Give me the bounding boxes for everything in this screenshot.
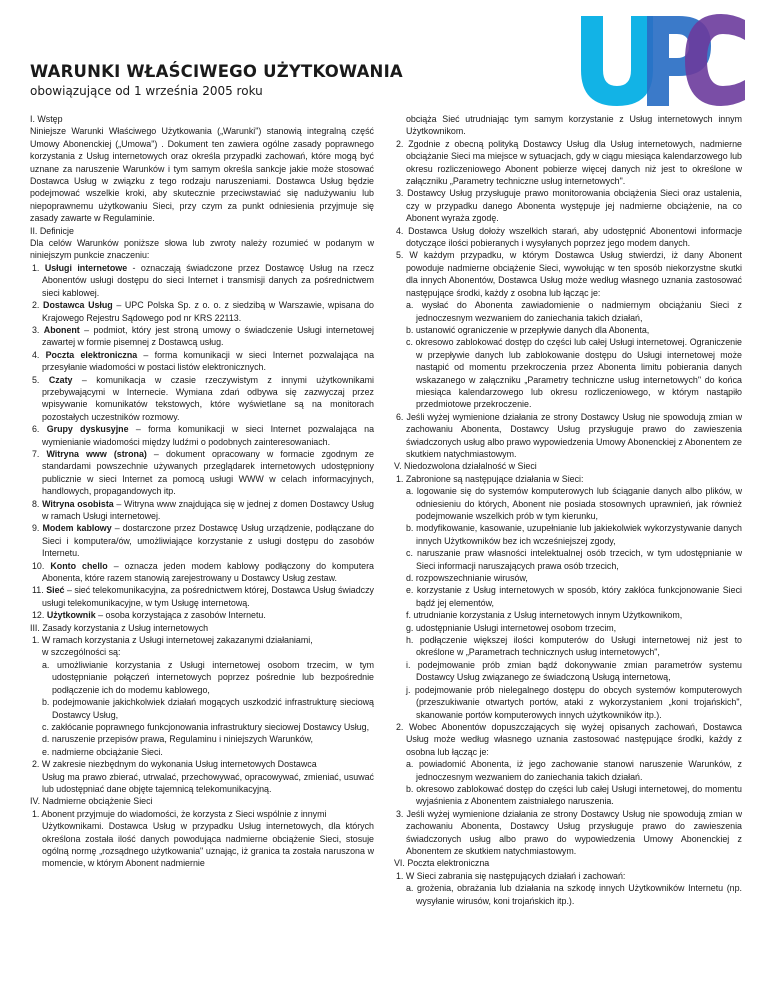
- section-heading: IV. Nadmierne obciążenie Sieci: [30, 796, 153, 807]
- rule-item: 3. Jeśli wyżej wymienione działania ze strony Dostawcy Usług nie spowodują zmian w zachowaniu Abonenta, Dostawcy Usług przysługuje prawo do zawieszenia świadczonych usług albo prawo do wypowiedzenia Umowy Abonenckiej z Abonentem ze skutkiem natychmiastowym.: [396, 808, 742, 856]
- rule-item-cont: Usług ma prawo zbierać, utrwalać, przechowywać, opracowywać, zmieniać, usuwać lub udostępniać dane objęte tajemnicą telekomunikacyjną.: [42, 771, 374, 794]
- rule-item: 2. W zakresie niezbędnym do wykonania Usług internetowych Dostawca: [32, 759, 317, 770]
- rule-subitem: a. wysłać do Abonenta zawiadomienie o nadmiernym obciążaniu Sieci z jednoczesnym wezwaniem do zaniechania takich działań,: [406, 300, 742, 323]
- right-column: [394, 113, 742, 907]
- section-heading: VI. Poczta elektroniczna: [394, 858, 490, 869]
- rule-item: 1. W ramach korzystania z Usługi internetowej zakazanymi działaniami,: [32, 635, 313, 646]
- rule-subitem: b. podejmowanie jakichkolwiek działań mogących uszkodzić infrastrukturę sieciową Dostawcy Usług,: [42, 697, 374, 720]
- rule-subitem: e. nadmierne obciążanie Sieci.: [42, 746, 163, 757]
- section-heading: I. Wstęp: [30, 114, 63, 124]
- section-heading: III. Zasady korzystania z Usług internetowych: [30, 622, 209, 633]
- rule-item-cont: Użytkownikami. Dostawca Usług w przypadku Usług internetowych, dla których określona została ilość danych powodująca nadmierne obciążenie Sieci, stosuje ogólną normę „rozsądnego użytkowania" uznając, iż granica ta została naruszona w momencie, w którym Abonent nadmiernie: [42, 821, 374, 869]
- rule-item: 1. Abonent przyjmuje do wiadomości, że korzysta z Sieci wspólnie z innymi: [32, 808, 327, 819]
- page-subtitle: obowiązujące od 1 września 2005 roku: [30, 84, 263, 98]
- rule-subitem: b. ustanowić ograniczenie w przepływie danych dla Abonenta,: [406, 324, 650, 335]
- rule-subitem: d. naruszenie przepisów prawa, Regulaminu i niniejszych Warunków,: [42, 734, 313, 745]
- logo-letter-c: [685, 14, 745, 106]
- rule-subitem: b. okresowo zablokować dostęp do części lub całej Usługi internetowej, do momentu wyjaśnienia z Abonentem zaistniałego naruszenia.: [406, 783, 742, 807]
- section-heading: V. Niedozwolona działalność w Sieci: [394, 461, 537, 472]
- rule-item: 4. Dostawca Usług dołoży wszelkich starań, aby udostępnić Abonentowi informacje dotyczące ilości pobieranych i wysyłanych poprzez jego modem danych.: [396, 225, 742, 249]
- rule-subitem: c. zakłócanie poprawnego funkcjonowania infrastruktury sieciowej Dostawcy Usług,: [42, 721, 370, 732]
- section-heading: II. Definicje: [30, 225, 74, 236]
- definition-item: 7. Witryna www (strona) – dokument opracowany w formacie zgodnym ze standardami powszechnie używanych przeglądarek internetowych udostępniony publicznie w sieci Internet za pomocą usługi WWW w celach informacyjnych, handlowych, propagandowych itp.: [32, 448, 374, 497]
- page-title: WARUNKI WŁAŚCIWEGO UŻYTKOWANIA: [30, 62, 403, 81]
- rule-subitem: a. umożliwianie korzystania z Usługi internetowej osobom trzecim, w tym udostępnianie połączeń internetowych poprzez pośrednie lub bezpośrednie podłączenie ich do modemu kablowego,: [42, 659, 374, 695]
- definition-item: 10. Konto chello – oznacza jeden modem kablowy podłączony do komputera Abonenta, które razem stanowią zarejestrowany u Dostawcy Usług zestaw.: [32, 560, 374, 584]
- definition-item: 11. Sieć – sieć telekomunikacyjna, za pośrednictwem której, Dostawca Usług świadczy usługi telekomunikacyjne, w tym Usługę internetową.: [32, 585, 374, 608]
- paragraph: Dla celów Warunków poniższe słowa lub zwroty należy rozumieć w podanym w niniejszym punkcie znaczeniu:: [30, 238, 374, 261]
- rule-subitem: c. okresowo zablokować dostęp do części lub całej Usługi internetowej. Ograniczenie w przepływie danych lub zablokowanie dostępu do Usługi internetowej może nastąpić od momentu przekroczenia przez Abonenta limitu pobierania danych wskazanego w załączniku „Parametry techniczne usług internetowych" do końca miesiąca kalendarzowego lub okresu rozliczeniowego, w którym nastąpiło przedmiotowe przekroczenie.: [406, 337, 742, 410]
- upc-logo: [573, 10, 745, 110]
- definition-item: 3. Abonent – podmiot, który jest stroną umowy o świadczenie Usługi internetowej zawartej w formie pisemnej z Dostawcą usług.: [32, 324, 374, 348]
- definition-item: 4. Poczta elektroniczna – forma komunikacji w sieci Internet pozwalająca na przesyłanie wiadomości w postaci listów elektronicznych.: [32, 349, 375, 373]
- definition-item: 8. Witryna osobista – Witryna www znajdująca się w jednej z domen Dostawcy Usług w ramach Usługi internetowej.: [32, 498, 374, 521]
- rule-subitem: c. naruszanie praw własności intelektualnej osób trzecich, w tym udostępnianie w Sieci informacji naruszających prawa osób trzecich,: [406, 548, 742, 571]
- rule-subitem: a. powiadomić Abonenta, iż jego zachowanie stanowi naruszenie Warunków, z jednoczesnym wezwaniem do zaniechania takich działań.: [406, 759, 742, 782]
- rule-item: 2. Zgodnie z obecną polityką Dostawcy Usług dla Usług internetowych, nadmierne obciążanie Sieci ma miejsce w sytuacjach, gdy w ciągu miesiąca kalendarzowego lub okresu rozliczeniowego Abonent pobierze więcej danych niż jest to określone w załączniku „Parametry techniczne usług internetowych".: [396, 138, 742, 187]
- rule-item: 5. W każdym przypadku, w którym Dostawca Usług stwierdzi, iż dany Abonent powoduje nadmierne obciążenie Sieci, wywołując w ten sposób niekorzystne skutki dla innych Abonentów, Dostawca Usług może według własnego uznania zastosować następujące środki, każdy z osobna lub łącząc je:: [396, 250, 742, 298]
- rule-subitem: f. utrudnianie korzystania z Usług internetowych innym Użytkownikom,: [406, 610, 683, 621]
- rule-item: 1. Zabronione są następujące działania w Sieci:: [396, 473, 584, 484]
- definition-item: 6. Grupy dyskusyjne – forma komunikacji w sieci Internet pozwalająca na wymienianie wiadomości między ludźmi o podobnych zainteresowaniach.: [32, 424, 375, 447]
- rule-subitem: j. podejmowanie prób nielegalnego dostępu do obcych systemów komputerowych (przeszukiwanie otwartych portów, ataki z wykorzystaniem „koni trojańskich", skanowanie portów komputerowych innych użytkowników itp.).: [406, 684, 742, 720]
- rule-subitem: h. podłączenie większej ilości komputerów do Usługi internetowej niż jest to określone w „Parametrach technicznych usług internetowych",: [406, 635, 742, 658]
- rule-subitem: a. logowanie się do systemów komputerowych lub ściąganie danych albo plików, w odniesieniu do których, Abonent nie posiada stosownych uprawnień, jak również podejmowanie wszelkich prób w tym kierunku,: [406, 486, 742, 521]
- rule-item: 3. Dostawcy Usług przysługuje prawo monitorowania obciążenia Sieci oraz ustalenia, czy w przypadku danego Abonenta występuje jej nadmierne obciążenie, na co Abonent wyraża zgodę.: [396, 188, 742, 224]
- rule-item-cont: w szczególności są:: [42, 647, 121, 658]
- rule-item: 6. Jeśli wyżej wymienione działania ze strony Dostawcy Usług nie spowodują zmian w zachowaniu Abonenta, Dostawcy Usług przysługuje prawo do zawieszenia świadczonych usług albo prawo wypowiedzenia Umowy Abonenckiej z Abonentem ze skutkiem natychmiastowym.: [396, 411, 742, 459]
- definition-item: 2. Dostawca Usług – UPC Polska Sp. z o. o. z siedzibą w Warszawie, wpisana do Krajowego Rejestru Sądowego pod nr KRS 22113.: [32, 300, 374, 323]
- definition-item: 12. Użytkownik – osoba korzystająca z zasobów Internetu.: [32, 610, 266, 621]
- definition-item: 9. Modem kablowy – dostarczone przez Dostawcę Usług urządzenie, podłączane do Sieci i komputera/ów, umożliwiające korzystanie z usługi dostępu do zasobów Internetu.: [32, 523, 374, 559]
- rule-item: 1. W Sieci zabrania się następujących działań i zachowań:: [396, 870, 626, 881]
- rule-subitem: b. modyfikowanie, kasowanie, uzupełnianie lub jakiekolwiek wykorzystywanie danych innych Użytkowników bez ich wcześniejszej zgody,: [406, 523, 742, 546]
- definition-item: 1. Usługi internetowe - oznaczają świadczone przez Dostawcę Usług na rzecz Abonentów usługi dostępu do sieci Internet i transmisji danych za pośrednictwem sieci kablowej.: [32, 262, 375, 298]
- rule-item: 2. Wobec Abonentów dopuszczających się wyżej opisanych zachowań, Dostawca Usług może według własnego uznania zastosować następujące środki, każdy z osobna lub łącząc je:: [396, 721, 742, 757]
- rule-subitem: g. udostępnianie Usługi internetowej osobom trzecim,: [406, 622, 617, 633]
- rule-subitem: e. korzystanie z Usług internetowych w sposób, który zakłóca funkcjonowanie Sieci bądź jej elementów,: [406, 585, 742, 608]
- rule-subitem: a. grożenia, obrażania lub działania na szkodę innych Użytkowników Internetu (np. wysyłanie wirusów, koni trojańskich itp.).: [406, 883, 742, 906]
- left-column: [30, 113, 374, 870]
- definition-item: 5. Czaty – komunikacja w czasie rzeczywistym z innymi użytkownikami przebywającymi w Internecie. Wymiana zdań odbywa się zazwyczaj przez wpisywanie komunikatów tekstowych, które wyświetlane są na monitorach pozostałych uczestników rozmowy.: [32, 374, 375, 422]
- paragraph: Niniejsze Warunki Właściwego Użytkowania („Warunki") stanowią integralną część Umowy Abonenckiej („Umowa") . Dokument ten zawiera ogólne zasady poprawnego korzystania z Usług internetowych oraz określa przypadki zachowań, które mogą być uznane za naruszenie Warunków i tym samym określa sankcje jakie może stosować Dostawca Usług w związku z tego rodzaju naruszeniami. Dostawca Usług będzie podejmować wszelkie kroki, aby skutecznie przeciwstawiać się nadużywaniu lub niepoprawnemu użytkowaniu Sieci, przy czym za punkt odniesienia przyjmuje się zasady zawarte w Regulaminie.: [30, 126, 374, 224]
- rule-subitem: i. podejmowanie prób zmian bądź dokonywanie zmian parametrów systemu Dostawcy Usług związanego ze świadczoną Usługą internetową,: [406, 659, 742, 683]
- rule-item-cont: obciąża Sieć utrudniając tym samym korzystanie z Usług internetowych innym Użytkownikom.: [406, 114, 742, 137]
- logo-letter-u: [581, 16, 653, 106]
- rule-subitem: d. rozpowszechnianie wirusów,: [406, 573, 528, 584]
